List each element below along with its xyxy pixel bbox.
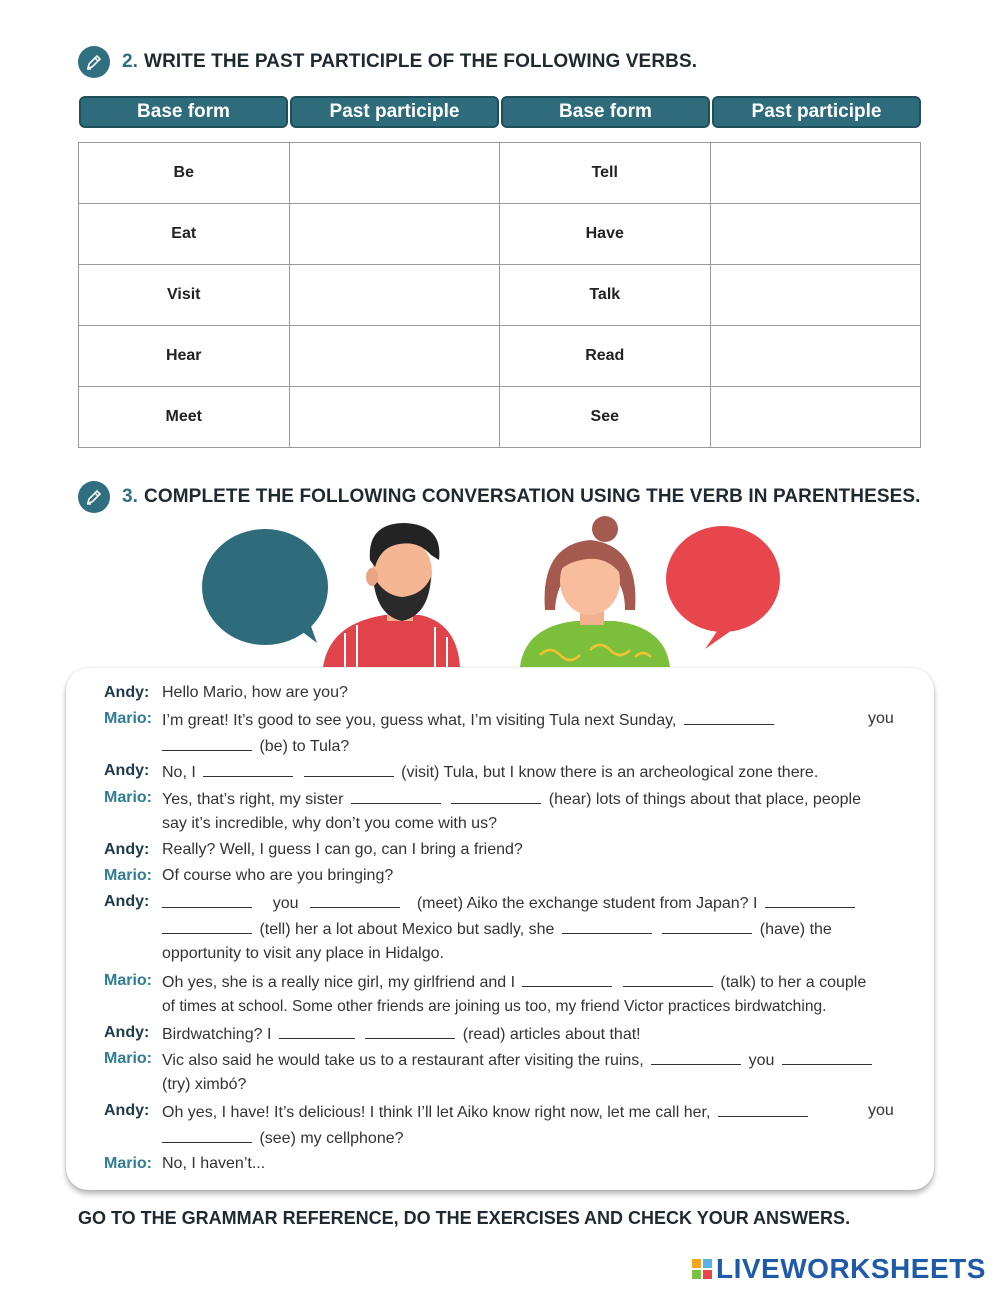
- answer-blank[interactable]: [662, 918, 752, 934]
- table-row: [79, 326, 921, 387]
- logo-mark-icon: [692, 1259, 712, 1279]
- dialogue-line: Hello Mario, how are you?: [162, 684, 348, 701]
- answer-blank[interactable]: [623, 971, 713, 987]
- dialogue-line: No, I (visit) Tula, but I know there is an archeological zone there.: [162, 761, 818, 783]
- dialogue-line: (see) my cellphone?: [162, 1127, 404, 1149]
- section-3-title: COMPLETE THE FOLLOWING CONVERSATION USING THE VERB IN PARENTHESES.: [144, 486, 921, 507]
- answer-input[interactable]: [719, 277, 912, 313]
- red-speech-bubble-icon: [666, 526, 780, 649]
- answer-input[interactable]: [298, 216, 491, 252]
- answer-input[interactable]: [719, 399, 912, 435]
- speaker-andy: Andy:: [104, 1102, 150, 1119]
- base-form-cell: Eat: [79, 204, 290, 265]
- base-form-cell: Talk: [500, 265, 711, 326]
- answer-blank[interactable]: [451, 788, 541, 804]
- speaker-andy: Andy:: [104, 893, 150, 910]
- teal-speech-bubble-icon: [202, 529, 328, 645]
- base-form-cell: See: [500, 387, 711, 448]
- speaker-mario: Mario:: [104, 972, 152, 989]
- speaker-mario: Mario:: [104, 867, 152, 884]
- dialogue-line: opportunity to visit any place in Hidalgo.: [162, 945, 444, 962]
- speaker-mario: Mario:: [104, 710, 152, 727]
- answer-blank[interactable]: [562, 918, 652, 934]
- answer-cell[interactable]: [710, 265, 921, 326]
- table-row: [79, 204, 921, 265]
- header-past-participle-2: Past participle: [712, 96, 921, 128]
- dialogue-line: (tell) her a lot about Mexico but sadly, she (have) the: [162, 918, 832, 940]
- dialogue-line: Vic also said he would take us to a restaurant after visiting the ruins, you: [162, 1049, 875, 1071]
- answer-cell[interactable]: [710, 143, 921, 204]
- table-row: [79, 143, 921, 204]
- answer-input[interactable]: [298, 277, 491, 313]
- conversation-illustration: [195, 515, 795, 667]
- dialogue-line: I’m great! It’s good to see you, guess what, I’m visiting Tula next Sunday,: [162, 709, 777, 731]
- base-form-cell: Meet: [79, 387, 290, 448]
- logo-text: LIVEWORKSHEETS: [716, 1253, 986, 1284]
- answer-input[interactable]: [298, 338, 491, 374]
- answer-cell[interactable]: [710, 387, 921, 448]
- answer-cell[interactable]: [710, 204, 921, 265]
- dialogue-line: Yes, that’s right, my sister (hear) lots of things about that place, people: [162, 788, 861, 810]
- answer-input[interactable]: [298, 155, 491, 191]
- speaker-andy: Andy:: [104, 1024, 150, 1041]
- answer-blank[interactable]: [162, 1127, 252, 1143]
- answer-cell[interactable]: [289, 265, 500, 326]
- answer-input[interactable]: [298, 399, 491, 435]
- answer-blank[interactable]: [365, 1023, 455, 1039]
- header-base-form-2: Base form: [501, 96, 710, 128]
- answer-blank[interactable]: [651, 1049, 741, 1065]
- section-3-number: 3.: [122, 486, 139, 507]
- answer-blank[interactable]: [310, 892, 400, 908]
- table-row: [79, 387, 921, 448]
- base-form-cell: Visit: [79, 265, 290, 326]
- dialogue-line: No, I haven’t...: [162, 1155, 266, 1172]
- answer-blank[interactable]: [203, 761, 293, 777]
- section-2-title: WRITE THE PAST PARTICIPLE OF THE FOLLOWING VERBS.: [144, 51, 698, 72]
- answer-blank[interactable]: [718, 1101, 808, 1117]
- woman-avatar: [520, 516, 670, 667]
- answer-cell[interactable]: [289, 387, 500, 448]
- dialogue-line: say it’s incredible, why don’t you come with us?: [162, 815, 497, 832]
- liveworksheets-logo[interactable]: [692, 1253, 986, 1285]
- answer-blank[interactable]: [304, 761, 394, 777]
- base-form-cell: Read: [500, 326, 711, 387]
- section-2-heading: [78, 46, 697, 78]
- answer-blank[interactable]: [279, 1023, 355, 1039]
- section-3-heading: [78, 481, 921, 513]
- footer-instruction: GO TO THE GRAMMAR REFERENCE, DO THE EXERCISES AND CHECK YOUR ANSWERS.: [78, 1208, 851, 1228]
- speaker-mario: Mario:: [104, 1050, 152, 1067]
- dialogue-line: Of course who are you bringing?: [162, 867, 394, 884]
- base-form-cell: Hear: [79, 326, 290, 387]
- speaker-andy: Andy:: [104, 684, 150, 701]
- section-2-number: 2.: [122, 51, 139, 72]
- base-form-cell: Be: [79, 143, 290, 204]
- pencil-icon: [78, 46, 110, 78]
- answer-cell[interactable]: [289, 204, 500, 265]
- answer-blank[interactable]: [162, 918, 252, 934]
- answer-blank[interactable]: [162, 735, 252, 751]
- answer-input[interactable]: [719, 155, 912, 191]
- answer-cell[interactable]: [289, 143, 500, 204]
- base-form-cell: Have: [500, 204, 711, 265]
- speaker-mario: Mario:: [104, 1155, 152, 1172]
- speaker-andy: Andy:: [104, 841, 150, 858]
- dialogue-line: Oh yes, she is a really nice girl, my girlfriend and I (talk) to her a couple: [162, 971, 866, 993]
- dialogue-line: Oh yes, I have! It’s delicious! I think I’ll let Aiko know right now, let me call her,: [162, 1101, 811, 1123]
- dialogue-line: Really? Well, I guess I can go, can I bring a friend?: [162, 841, 523, 858]
- answer-cell[interactable]: [710, 326, 921, 387]
- man-avatar: [323, 523, 460, 667]
- table-row: [79, 265, 921, 326]
- dialogue-line: you (meet) Aiko the exchange student from Japan? I: [162, 892, 858, 914]
- answer-blank[interactable]: [765, 892, 855, 908]
- answer-blank[interactable]: [522, 971, 612, 987]
- speaker-andy: Andy:: [104, 762, 150, 779]
- answer-input[interactable]: [719, 216, 912, 252]
- dialogue-word: you: [868, 710, 894, 727]
- dialogue-word: you: [868, 1102, 894, 1119]
- header-past-participle-1: Past participle: [290, 96, 499, 128]
- dialogue-line: (try) ximbó?: [162, 1076, 247, 1093]
- answer-blank[interactable]: [684, 709, 774, 725]
- base-form-cell: Tell: [500, 143, 711, 204]
- answer-blank[interactable]: [782, 1049, 872, 1065]
- answer-input[interactable]: [719, 338, 912, 374]
- speaker-mario: Mario:: [104, 789, 152, 806]
- verb-table: [78, 142, 921, 448]
- pencil-icon: [78, 481, 110, 513]
- answer-blank[interactable]: [351, 788, 441, 804]
- dialogue-line: of times at school. Some other friends are joining us too, my friend Victor practices birdwatching.: [162, 998, 827, 1015]
- dialogue-line: Birdwatching? I (read) articles about that!: [162, 1023, 641, 1045]
- answer-cell[interactable]: [289, 326, 500, 387]
- dialogue-line: (be) to Tula?: [162, 735, 349, 757]
- answer-blank[interactable]: [162, 892, 252, 908]
- header-base-form-1: Base form: [79, 96, 288, 128]
